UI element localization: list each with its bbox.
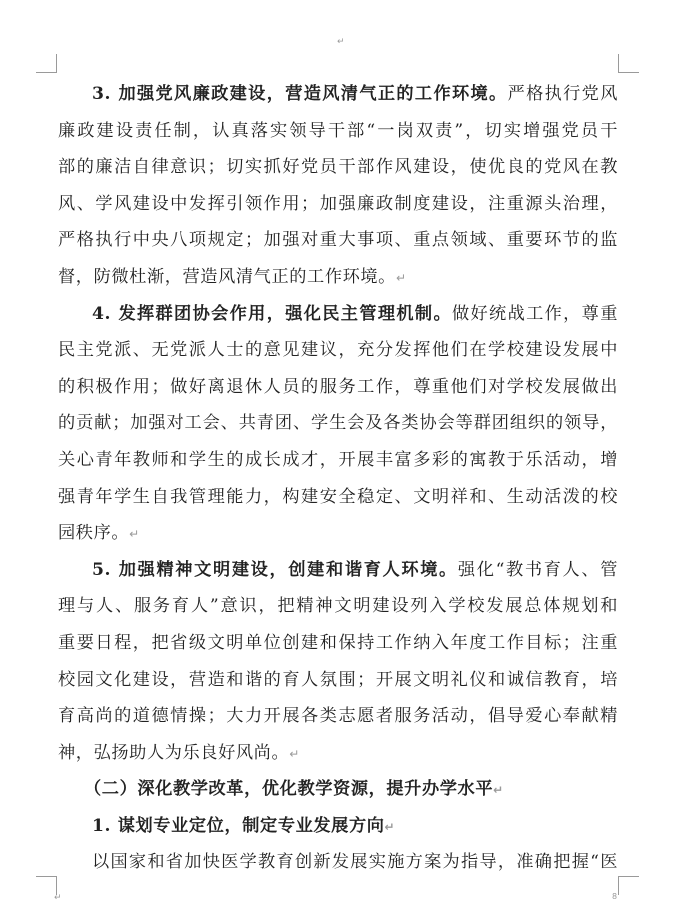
paragraph-4-heading: 4. 发挥群团协会作用，强化民主管理机制。 (92, 303, 452, 324)
paragraph-6-line-1: 以国家和省加快医学教育创新发展实施方案为指导，准确把握“医 (92, 852, 618, 873)
paragraph-mark: ↵ (129, 527, 140, 542)
paragraph-mark: ↵ (384, 819, 396, 834)
paragraph-4-line-2: 民主党派、无党派人士的意见建议，充分发挥他们在学校建设发展中 (58, 340, 618, 361)
paragraph-3-text: 严格执行党风 (507, 84, 618, 104)
paragraph-5-text: 强化“教书育人、管 (457, 559, 619, 580)
document-body[interactable] (58, 76, 618, 881)
paragraph-5-line-4: 校园文化建设，营造和谐的育人氛围；开展文明礼仪和诚信教育，培 (58, 669, 618, 690)
crop-mark-bottom-right (618, 876, 639, 895)
paragraph-3-line-2: 廉政建设责任制，认真落实领导干部“一岗双责”，切实增强党员干 (58, 120, 618, 141)
crop-mark-top-right (618, 54, 639, 73)
sub-heading (58, 808, 618, 845)
paragraph-5-line-2: 理与人、服务育人”意识，把精神文明建设列入学校发展总体规划和 (58, 596, 618, 617)
paragraph-4-last-text: 园秩序。 (58, 523, 130, 544)
paragraph-3-line-5: 严格执行中央八项规定；加强对重大事项、重点领域、重要环节的监 (58, 230, 618, 251)
paragraph-4-line-6: 强青年学生自我管理能力，构建安全稳定、文明祥和、生动活泼的校 (58, 486, 618, 507)
footer-paragraph-mark: ↵ (54, 893, 62, 903)
crop-mark-top-left (36, 54, 57, 73)
paragraph-4-line-4: 的贡献；加强对工会、共青团、学生会及各类协会等群团组织的领导， (58, 413, 618, 434)
paragraph-3-heading: 3. 加强党风廉政建设，营造风清气正的工作环境。 (92, 84, 508, 104)
paragraph-3-line-4: 风、学风建设中发挥引领作用；加强廉政制度建设，注重源头治理， (58, 193, 618, 214)
paragraph-mark: ↵ (493, 783, 504, 798)
paragraph-4-text: 做好统战工作，尊重 (451, 303, 618, 324)
section-heading (58, 771, 618, 808)
header-paragraph-mark: ↵ (337, 37, 345, 47)
paragraph-4-line-7 (58, 515, 618, 552)
paragraph-4-line-1 (58, 296, 618, 333)
section-heading-text: （二）深化教学改革，优化教学资源，提升办学水平 (84, 779, 494, 800)
paragraph-5-line-3: 重要日程，把省级文明单位创建和保持工作纳入年度工作目标；注重 (58, 632, 618, 653)
paragraph-5-last-text: 神，弘扬助人为乐良好风尚。 (58, 742, 290, 763)
paragraph-3-last-text: 督，防微杜渐，营造风清气正的工作环境。 (58, 266, 396, 287)
paragraph-mark: ↵ (395, 270, 407, 285)
paragraph-4-line-5: 关心青年教师和学生的成长成才，开展丰富多彩的寓教于乐活动，增 (58, 449, 618, 470)
paragraph-5-line-5: 育高尚的道德情操；大力开展各类志愿者服务活动，倡导爱心奉献精 (58, 706, 618, 727)
page-number: 8 (612, 892, 618, 901)
paragraph-mark: ↵ (289, 746, 300, 761)
paragraph-5-heading: 5. 加强精神文明建设，创建和谐育人环境。 (92, 559, 458, 580)
paragraph-4-line-3: 的积极作用；做好离退休人员的服务工作，尊重他们对学校发展做出 (58, 376, 618, 397)
paragraph-3-line-1 (58, 76, 618, 113)
sub-heading-text: 1. 谋划专业定位，制定专业发展方向 (92, 815, 385, 836)
paragraph-5-line-1 (58, 552, 618, 589)
paragraph-5-line-6 (58, 735, 618, 772)
paragraph-3-line-6 (58, 259, 618, 296)
paragraph-3-line-3: 部的廉洁自律意识；切实抓好党员干部作风建设，使优良的党风在教 (58, 157, 618, 178)
